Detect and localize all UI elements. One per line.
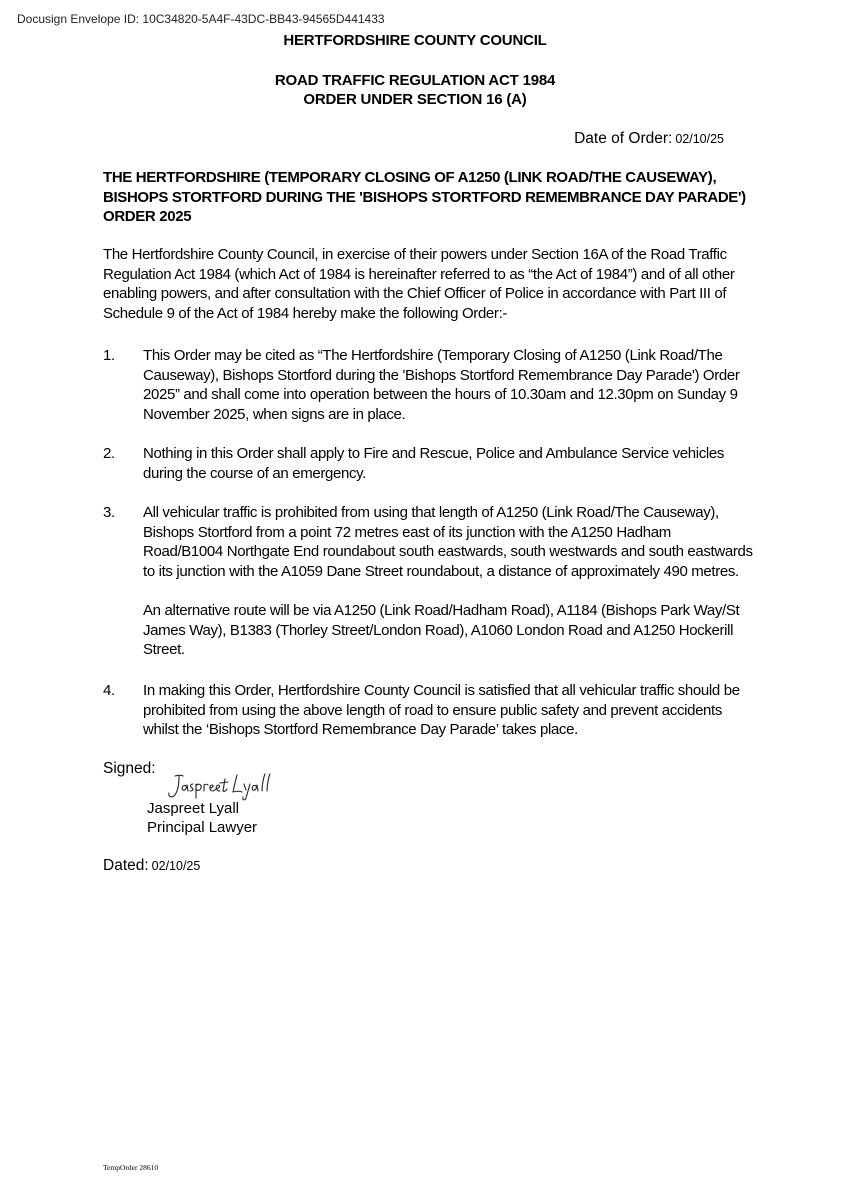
signer-name: Jaspreet Lyall [147, 800, 239, 817]
dated-label: Dated: [103, 857, 149, 874]
item-number: 3. [103, 504, 115, 521]
alternative-route-text: An alternative route will be via A1250 (Link Road/Hadham Road), A1184 (Bishops Park Way/St James Way), B1383 (Thorley Street/London Road), A1060 London Road and A1250 Hockerill Street. [143, 602, 740, 658]
item-number: 2. [103, 445, 115, 462]
dated-value: 02/10/25 [151, 859, 201, 873]
item-text: All vehicular traffic is prohibited from using that length of A1250 (Link Road/The Causeway), Bishops Stortford from a point 72 metres east of its junction with the A1250 Hadham Road/B1004 Northgate End roundabout south eastwards, south westwards and south eastwards to its junction with the A1059 Dane Street roundabout, a distance of approximately 490 metres. [143, 504, 753, 580]
item-text: This Order may be cited as “The Hertfordshire (Temporary Closing of A1250 (Link Road/The Causeway), Bishops Stortford during the 'Bishops Stortford Remembrance Day Parade') Order 2025” and shall come into operation between the hours of 10.30am and 12.30pm on Sunday 9 November 2025, when signs are in place. [143, 347, 740, 423]
signed-label: Signed: [103, 760, 156, 777]
envelope-id: Docusign Envelope ID: 10C34820-5A4F-43DC-BB43-94565D441433 [17, 12, 385, 26]
order-section-heading: ORDER UNDER SECTION 16 (A) [303, 91, 527, 108]
signer-role: Principal Lawyer [147, 819, 258, 836]
order-date-value: 02/10/25 [675, 132, 724, 146]
intro-paragraph: The Hertfordshire County Council, in exercise of their powers under Section 16A of the Road Traffic Regulation Act 1984 (which Act of 1984 is hereinafter referred to as “the Act of 1984”) and of all other enabling powers, and after consultation with the Chief Officer of Police in accordance with Part III of Schedule 9 of the Act of 1984 hereby make the following Order:- [103, 246, 735, 322]
council-heading: HERTFORDSHIRE COUNTY COUNCIL [283, 32, 547, 49]
item-number: 1. [103, 347, 115, 364]
act-heading: ROAD TRAFFIC REGULATION ACT 1984 [274, 72, 556, 89]
order-title: THE HERTFORDSHIRE (TEMPORARY CLOSING OF A1250 (LINK ROAD/THE CAUSEWAY), BISHOPS STORTFORD DURING THE 'BISHOPS STORTFORD REMEMBRANCE DAY PARADE') ORDER 2025 [103, 169, 746, 225]
item-number: 4. [103, 682, 115, 699]
handwritten-signature [165, 770, 275, 804]
order-date-label: Date of Order: [574, 130, 673, 147]
item-text: Nothing in this Order shall apply to Fire and Rescue, Police and Ambulance Service vehicles during the course of an emergency. [143, 445, 724, 482]
footer-reference: TempOrder 28610 [103, 1163, 159, 1172]
dated [103, 857, 200, 875]
order-date [574, 130, 724, 148]
item-text: In making this Order, Hertfordshire County Council is satisfied that all vehicular traffic should be prohibited from using the above length of road to ensure public safety and prevent accidents whilst the ‘Bishops Stortford Remembrance Day Parade’ takes place. [143, 682, 740, 738]
